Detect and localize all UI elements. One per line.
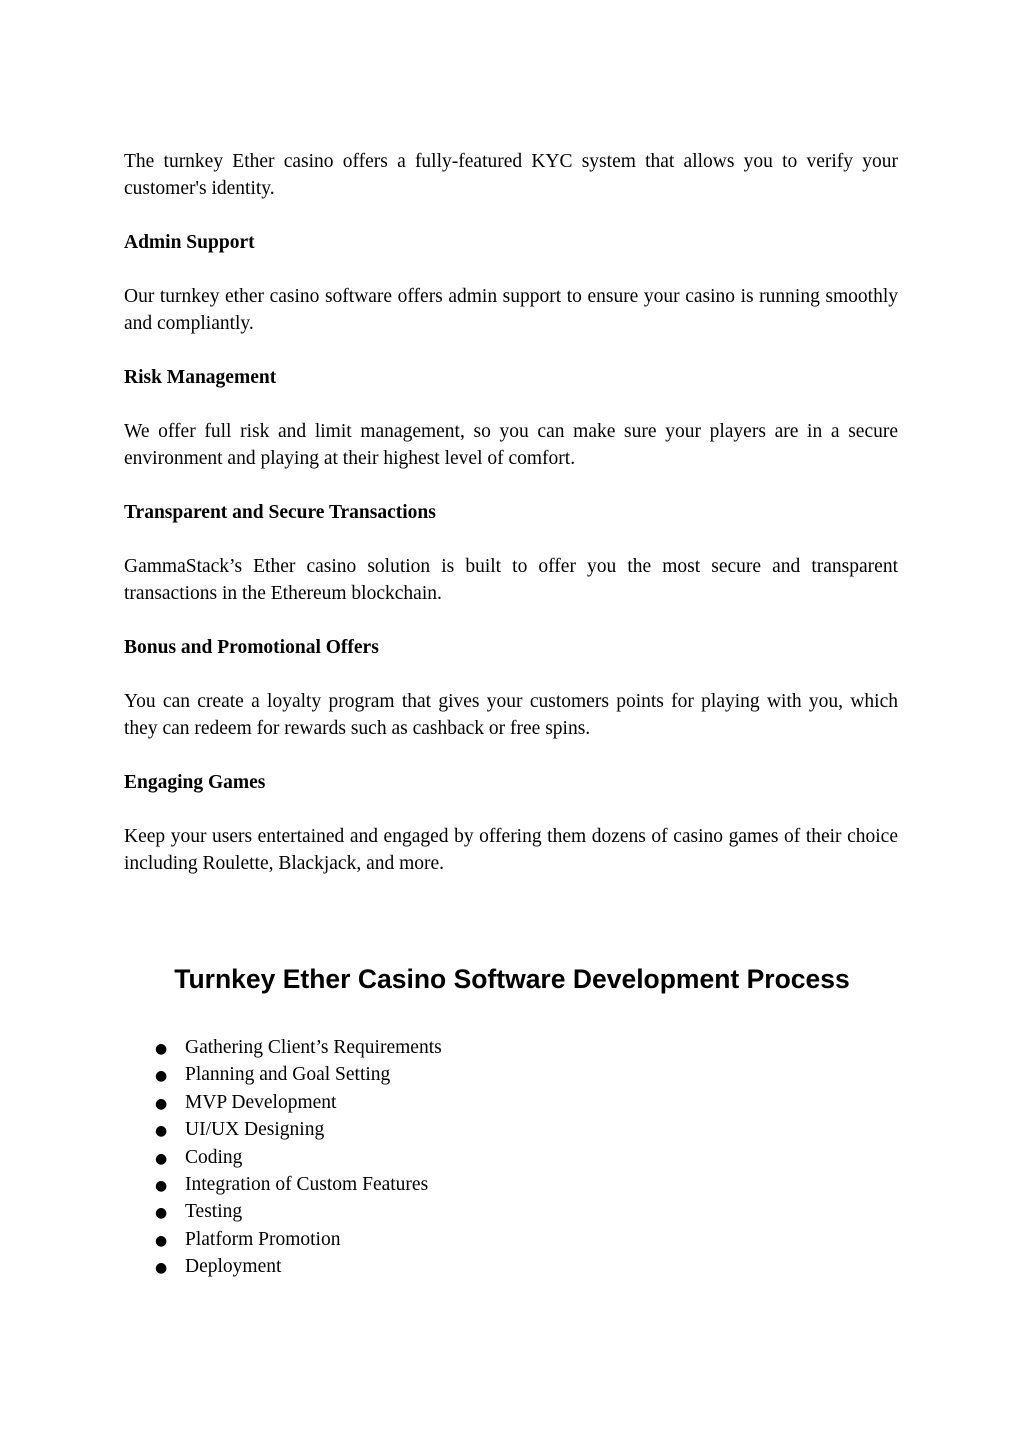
bullet-icon: ●	[155, 1095, 168, 1112]
engaging-games-heading: Engaging Games	[124, 772, 266, 793]
process-steps-list	[155, 1034, 442, 1281]
admin-support-heading: Admin Support	[124, 232, 255, 253]
list-item-label: Gathering Client’s Requirements	[185, 1037, 442, 1058]
bullet-icon: ●	[155, 1260, 168, 1277]
list-item-label: Testing	[185, 1201, 243, 1223]
list-item-label: MVP Development	[185, 1091, 337, 1113]
list-item-label: Integration of Custom Features	[185, 1173, 429, 1195]
document-body	[124, 148, 898, 904]
bullet-icon: ●	[155, 1123, 168, 1140]
bonus-offers-paragraph: You can create a loyalty program that gives your customers points for playing with you, which they can redeem for rewards such as cashback or free spins.	[124, 691, 898, 739]
bullet-icon: ●	[155, 1068, 168, 1085]
list-item	[155, 1198, 442, 1225]
bonus-offers-heading: Bonus and Promotional Offers	[124, 637, 379, 658]
transactions-heading: Transparent and Secure Transactions	[124, 502, 436, 523]
list-item	[155, 1226, 442, 1253]
list-item	[155, 1253, 442, 1280]
bullet-icon: ●	[155, 1177, 168, 1194]
list-item	[155, 1171, 442, 1198]
bullet-icon: ●	[155, 1041, 168, 1057]
list-item-label: Planning and Goal Setting	[185, 1064, 391, 1086]
list-item	[155, 1089, 442, 1116]
risk-management-heading: Risk Management	[124, 367, 277, 388]
list-item-label: UI/UX Designing	[185, 1119, 325, 1141]
section-title: Turnkey Ether Casino Software Development Process	[174, 964, 850, 994]
admin-support-paragraph: Our turnkey ether casino software offers admin support to ensure your casino is running smoothly and compliantly.	[124, 286, 898, 334]
engaging-games-paragraph: Keep your users entertained and engaged by offering them dozens of casino games of their choice including Roulette, Blackjack, and more.	[124, 826, 898, 874]
list-item	[155, 1116, 442, 1143]
list-item-label: Platform Promotion	[185, 1228, 341, 1250]
bullet-icon: ●	[155, 1205, 168, 1222]
list-item-label: Coding	[185, 1146, 243, 1168]
bullet-icon: ●	[155, 1150, 168, 1167]
list-item	[155, 1061, 442, 1088]
transactions-paragraph: GammaStack’s Ether casino solution is built to offer you the most secure and transparent transactions in the Ethereum blockchain.	[124, 556, 898, 604]
kyc-paragraph: The turnkey Ether casino offers a fully-featured KYC system that allows you to verify your customer's identity.	[124, 151, 898, 199]
list-item	[155, 1144, 442, 1171]
list-item	[155, 1034, 442, 1061]
bullet-icon: ●	[155, 1232, 168, 1249]
list-item-label: Deployment	[185, 1256, 282, 1278]
risk-management-paragraph: We offer full risk and limit management, so you can make sure your players are in a secure environment and playing at their highest level of comfort.	[124, 421, 898, 469]
